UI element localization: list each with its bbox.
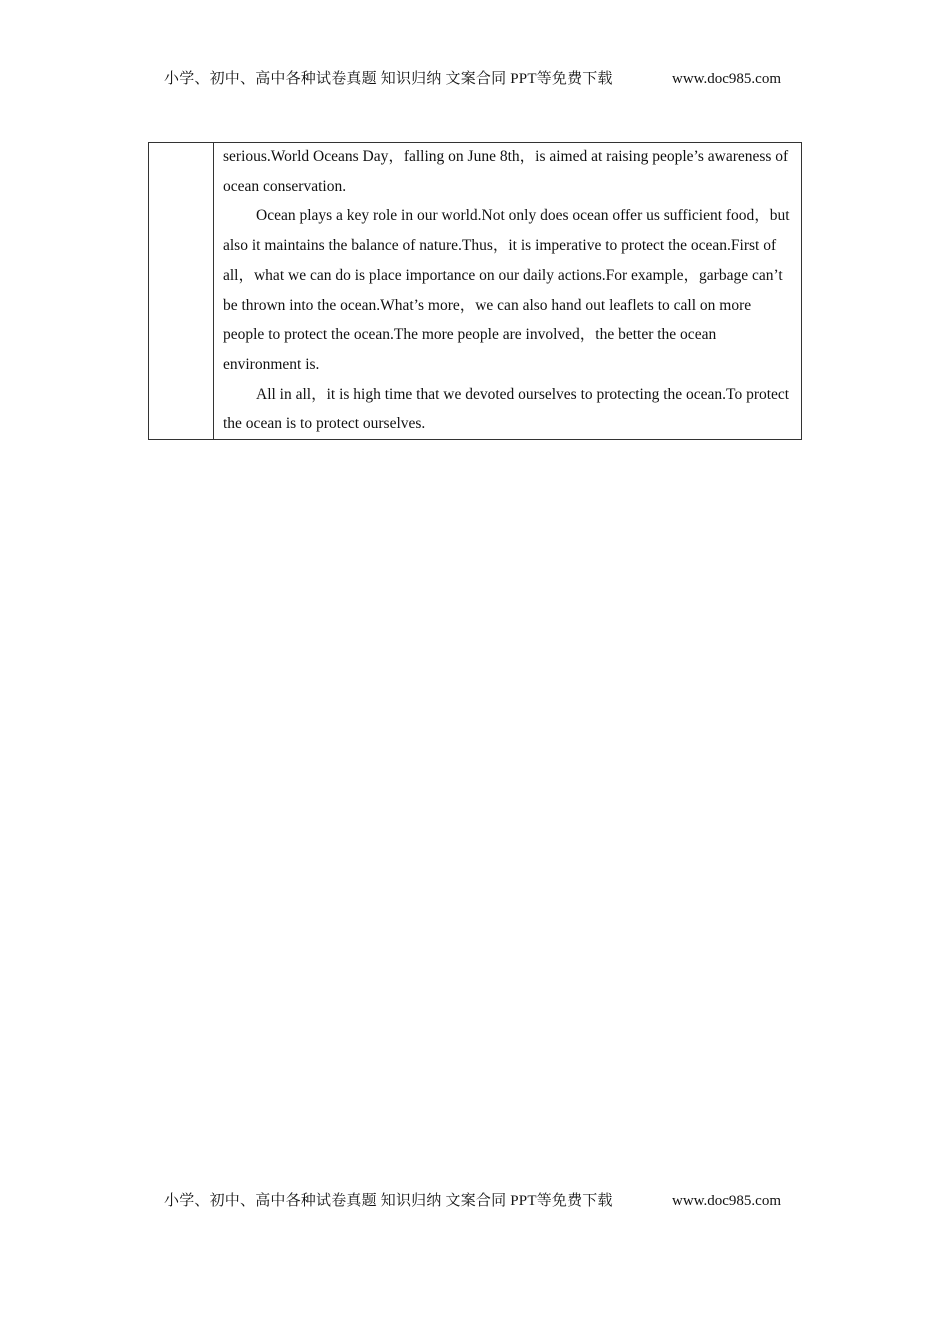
header-banner-text: 小学、初中、高中各种试卷真题 知识归纳 文案合同 PPT等免费下载	[164, 71, 613, 87]
footer-banner	[0, 1189, 950, 1213]
footer-banner-url[interactable]: www.doc985.com	[672, 1193, 782, 1209]
header-banner	[0, 67, 950, 91]
essay-table-label-cell	[149, 143, 214, 439]
essay-paragraph-2: Ocean plays a key role in our world.Not only does ocean offer us sufficient food，but also it maintains the balance of nature.Thus，it is imperative to protect the ocean.First of all，what we can do is place importance on our daily actions.For example，garbage can’t be thrown into the ocean.What’s more，we can also hand out leaflets to call on more people to protect the ocean.The more people are involved，the better the ocean environment is.	[223, 207, 790, 373]
essay-table	[148, 142, 802, 440]
header-banner-url[interactable]: www.doc985.com	[672, 71, 782, 87]
essay-table-content-cell	[214, 143, 801, 439]
essay-paragraph-continued: serious.World Oceans Day，falling on June 8th，is aimed at raising people’s awareness of ocean conservation.	[223, 148, 789, 195]
essay-paragraph-3: All in all，it is high time that we devoted ourselves to protecting the ocean.To protect the ocean is to protect ourselves.	[223, 385, 790, 433]
footer-banner-text: 小学、初中、高中各种试卷真题 知识归纳 文案合同 PPT等免费下载	[164, 1193, 613, 1209]
